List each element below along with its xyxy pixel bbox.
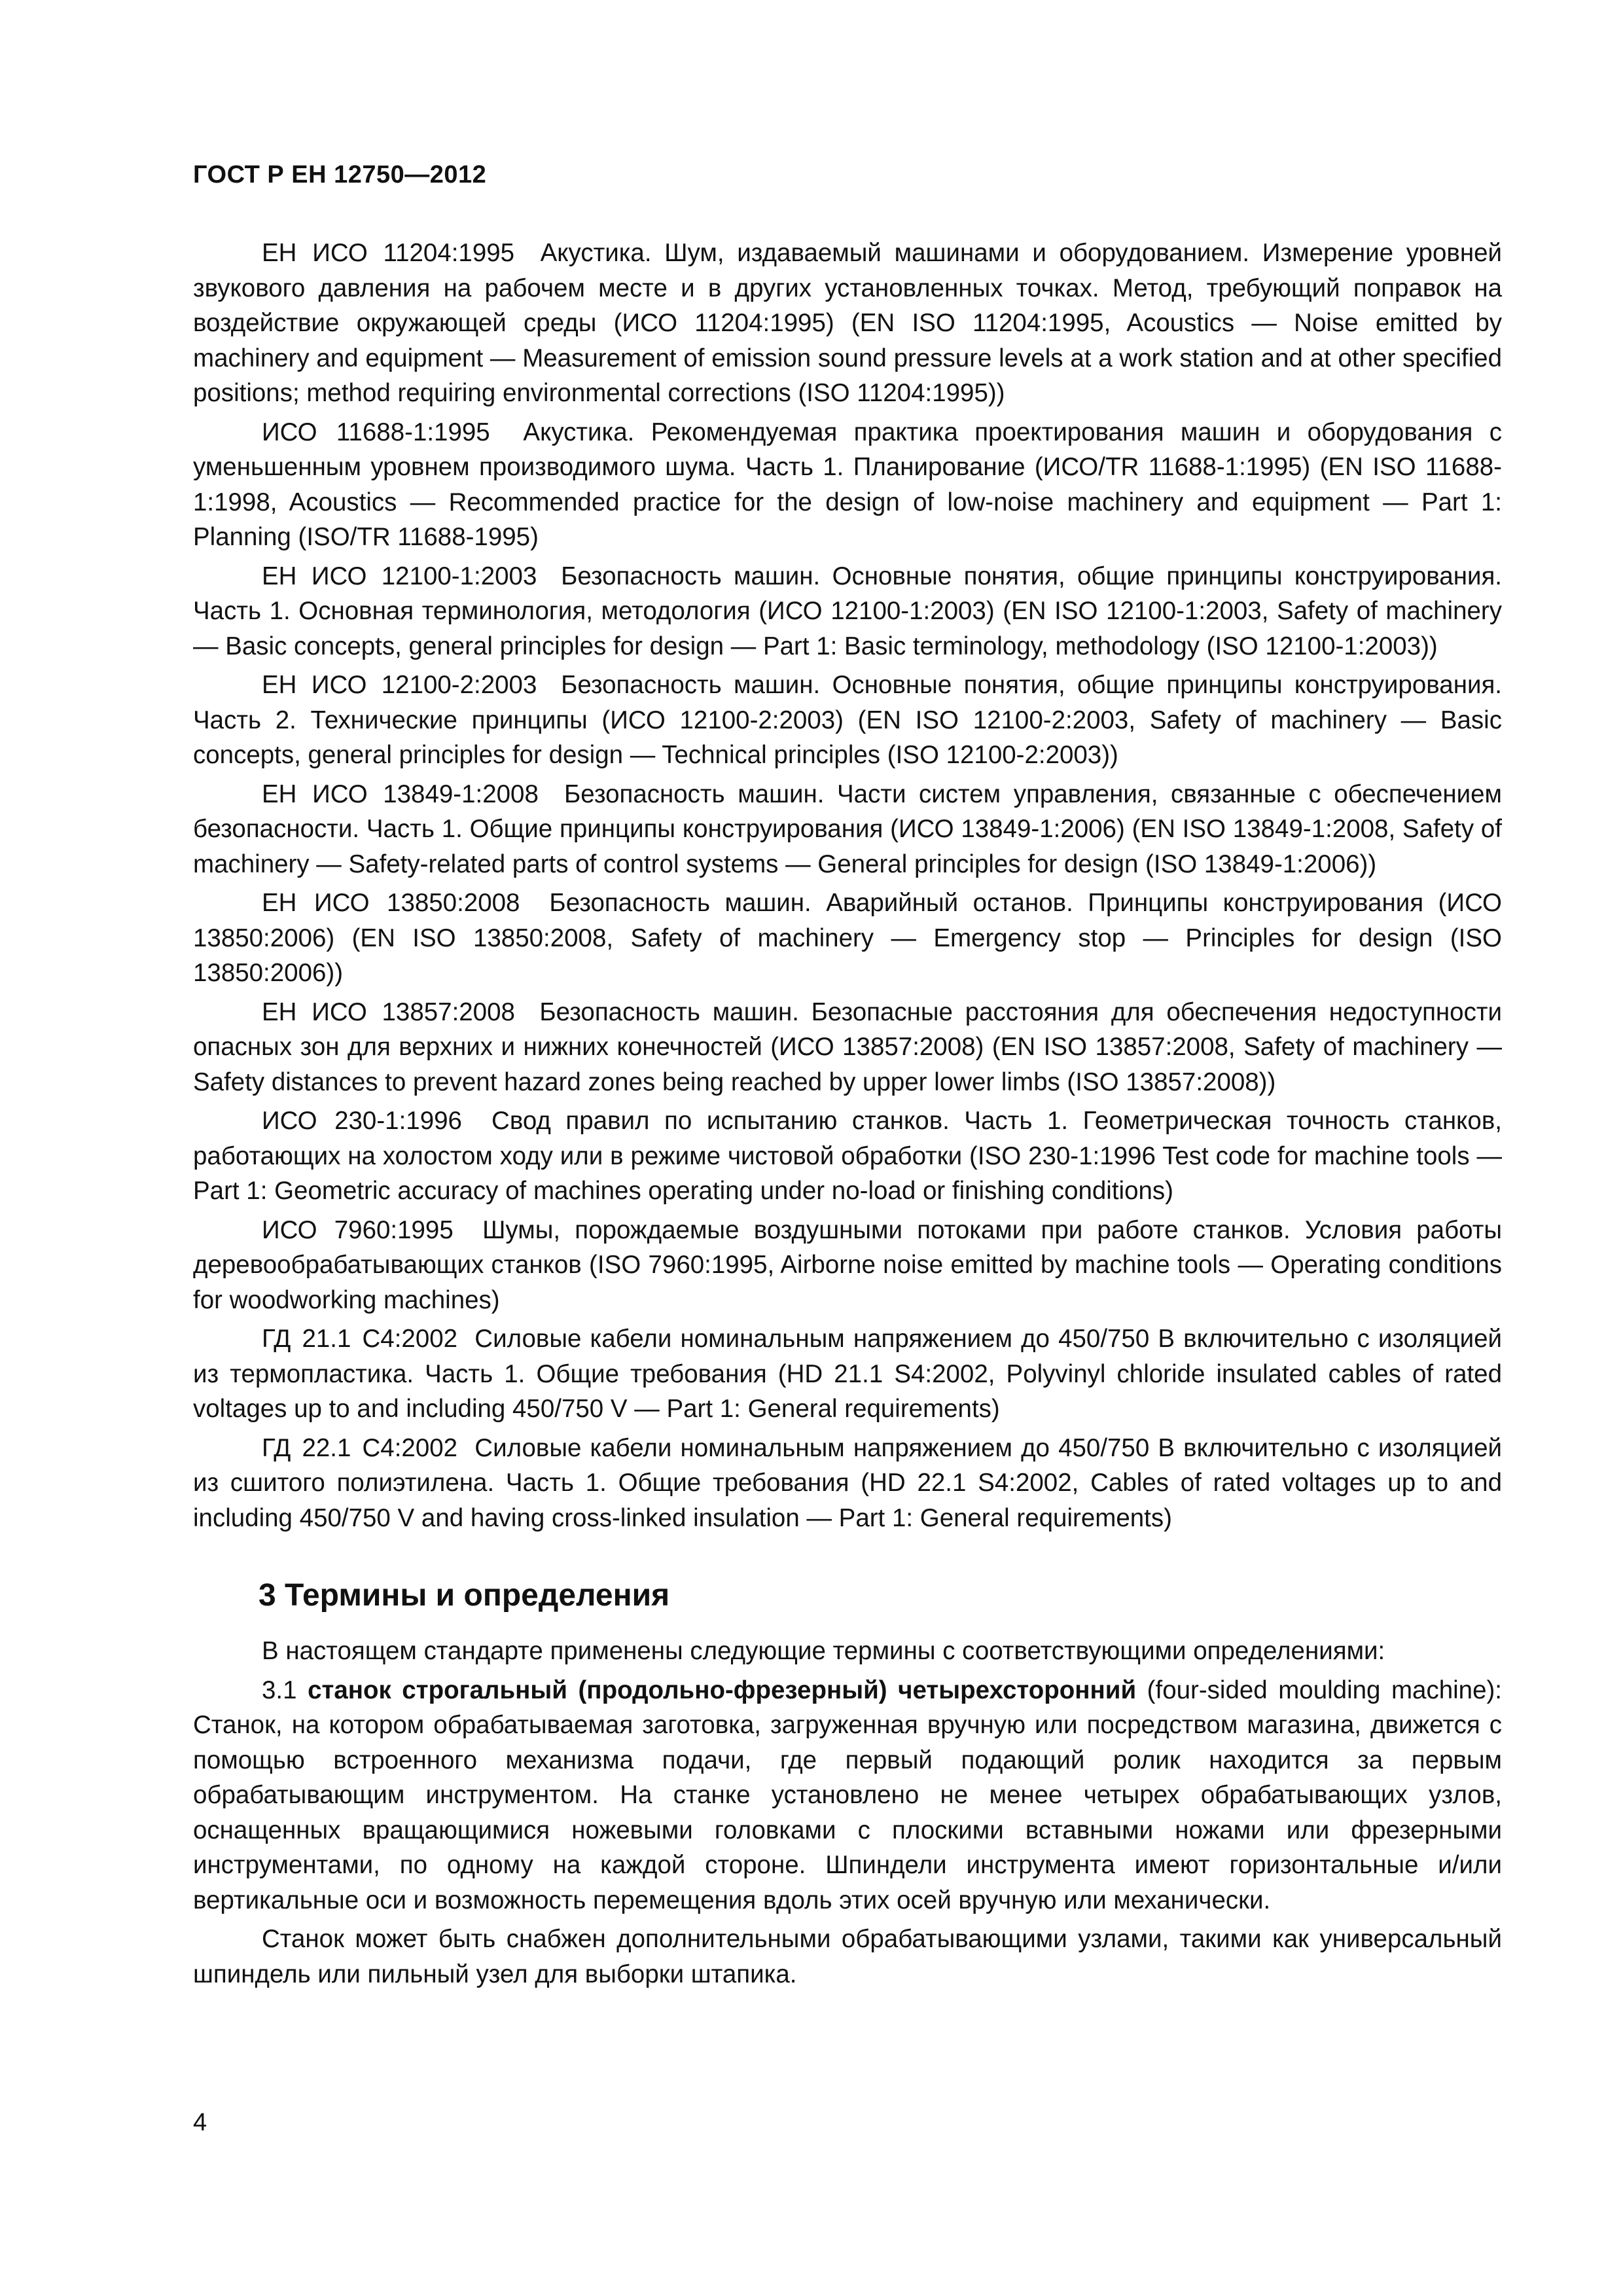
term-note: Станок может быть снабжен дополнительными обрабатывающими узлами, такими как универсальный шпиндель или пильный узел для выборки штапика.	[193, 1925, 1502, 1988]
reference-item	[193, 668, 1502, 773]
reference-code: ЕН ИСО 12100-1:2003	[262, 562, 537, 590]
reference-item	[193, 236, 1502, 411]
reference-code: ГД 21.1 С4:2002	[262, 1325, 458, 1353]
section-heading: 3 Термины и определения	[259, 1578, 670, 1613]
reference-code: ИСО 7960:1995	[262, 1215, 454, 1244]
page-content	[193, 236, 1502, 1996]
term-name: станок строгальный (продольно-фрезерный) четырехсторонний	[308, 1676, 1137, 1704]
reference-item	[193, 559, 1502, 664]
reference-item	[193, 1213, 1502, 1318]
reference-code: ГД 22.1 С4:2002	[262, 1433, 458, 1462]
reference-code: ИСО 230-1:1996	[262, 1107, 462, 1135]
reference-text: Силовые кабели номинальным напряжением до 450/750 В включительно с изоляцией из термопластика. Часть 1. Общие требования (HD 21.1 S4:2002, Polyvinyl chloride insulated cables of rated voltages up to and including 450/750 V — Part 1: General requirements)	[193, 1325, 1502, 1423]
reference-text: Безопасность машин. Основные понятия, общие принципы конструирования. Часть 2. Технические принципы (ИСО 12100-2:2003) (EN ISO 12100-2:2003, Safety of machinery — Basic concepts, general principles for design — Technical principles (ISO 12100-2:2003))	[193, 671, 1502, 769]
normative-references-list	[193, 236, 1502, 1535]
reference-text: Акустика. Рекомендуемая практика проектирования машин и оборудования с уменьшенным уровнем производимого шума. Часть 1. Планирование (ИСО/TR 11688-1:1995) (EN ISO 11688-1:1998, Acoustics — Recommended practice for the design of low-noise machinery and equipment — Part 1: Planning (ISO/TR 11688-1995)	[193, 418, 1502, 551]
term-definition-paragraph	[193, 1673, 1502, 1918]
term-definition: (four-sided moulding machine): Станок, на котором обрабатываемая заготовка, загруженная вручную или посредством магазина, движется с помощью встроенного механизма подачи, где первый подающий ролик находится за первым обрабатывающим инструментом. На станке установлено не менее четырех обрабатывающих узлов, оснащенных вращающимися ножевыми головками с плоскими вставными ножами или фрезерными инструментами, по одному на каждой стороне. Шпиндели инструмента имеют горизонтальные и/или вертикальные оси и возможность перемещения вдоль этих осей вручную или механически.	[193, 1676, 1503, 1914]
reference-text: Шумы, порождаемые воздушными потоками при работе станков. Условия работы деревообрабатывающих станков (ISO 7960:1995, Airborne noise emitted by machine tools — Operating conditions for woodworking machines)	[193, 1215, 1503, 1314]
reference-text: Безопасность машин. Безопасные расстояния для обеспечения недоступности опасных зон для верхних и нижних конечностей (ИСО 13857:2008) (EN ISO 13857:2008, Safety of machinery — Safety distances to prevent hazard zones being reached by upper lower limbs (ISO 13857:2008))	[193, 997, 1502, 1096]
reference-code: ЕН ИСО 11204:1995	[262, 239, 515, 267]
reference-item	[193, 1321, 1502, 1427]
reference-text: Безопасность машин. Основные понятия, общие принципы конструирования. Часть 1. Основная терминология, методология (ИСО 12100-1:2003) (EN ISO 12100-1:2003, Safety of machinery — Basic concepts, general principles for design — Part 1: Basic terminology, methodology (ISO 12100-1:2003))	[193, 562, 1502, 660]
section-intro: В настоящем стандарте применены следующие термины с соответствующими определениями:	[262, 1637, 1385, 1665]
reference-item	[193, 777, 1502, 882]
reference-code: ЕН ИСО 13849-1:2008	[262, 780, 539, 808]
term-number: 3.1	[262, 1676, 297, 1704]
reference-item	[193, 886, 1502, 991]
reference-item	[193, 1431, 1502, 1536]
reference-text: Безопасность машин. Аварийный останов. Принципы конструирования (ИСО 13850:2006) (EN ISO 13850:2008, Safety of machinery — Emergency stop — Principles for design (ISO 13850:2006))	[193, 889, 1502, 987]
reference-item	[193, 1103, 1502, 1209]
reference-code: ИСО 11688-1:1995	[262, 418, 490, 446]
standard-code-header: ГОСТ Р ЕН 12750—2012	[193, 161, 487, 188]
page-number: 4	[193, 2109, 207, 2136]
reference-text: Свод правил по испытанию станков. Часть 1. Геометрическая точность станков, работающих на холостом ходу или в режиме чистовой обработки (ISO 230-1:1996 Test code for machine tools — Part 1: Geometric accuracy of machines operating under no-load or finishing conditions)	[193, 1107, 1502, 1205]
reference-item	[193, 415, 1502, 555]
reference-item	[193, 995, 1502, 1100]
reference-text: Безопасность машин. Части систем управления, связанные с обеспечением безопасности. Часть 1. Общие принципы конструирования (ИСО 13849-1:2006) (EN ISO 13849-1:2008, Safety of machinery — Safety-related parts of control systems — General principles for design (ISO 13849-1:2006))	[193, 780, 1502, 878]
reference-code: ЕН ИСО 13850:2008	[262, 889, 520, 917]
reference-code: ЕН ИСО 13857:2008	[262, 997, 515, 1026]
reference-code: ЕН ИСО 12100-2:2003	[262, 671, 537, 699]
reference-text: Силовые кабели номинальным напряжением до 450/750 В включительно с изоляцией из сшитого полиэтилена. Часть 1. Общие требования (HD 22.1 S4:2002, Cables of rated voltages up to and including 450/750 V and having cross-linked insulation — Part 1: General requirements)	[193, 1433, 1502, 1532]
reference-text: Акустика. Шум, издаваемый машинами и оборудованием. Измерение уровней звукового давления на рабочем месте и в других установленных точках. Метод, требующий поправок на воздействие окружающей среды (ИСО 11204:1995) (EN ISO 11204:1995, Acoustics — Noise emitted by machinery and equipment — Measurement of emission sound pressure levels at a work station and at other specified positions; method requiring environmental corrections (ISO 11204:1995))	[193, 239, 1503, 407]
